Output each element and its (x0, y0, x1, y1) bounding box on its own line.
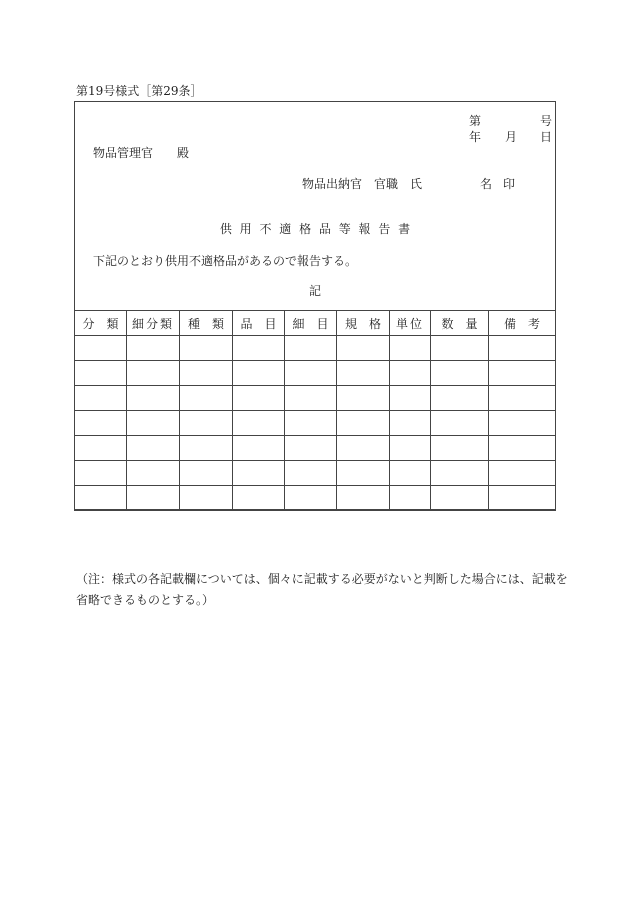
form-label: 第19号様式［第29条］ (76, 84, 203, 98)
table-cell (337, 461, 390, 486)
table-cell (489, 361, 556, 386)
table-cell (431, 411, 489, 436)
number-prefix: 第 (469, 114, 482, 128)
table-cell (180, 361, 233, 386)
table-row (75, 411, 556, 436)
table-row (75, 361, 556, 386)
table-cell (233, 411, 285, 436)
table-cell (233, 486, 285, 511)
sender-name-suffix: 名 (480, 177, 493, 191)
table-cell (127, 361, 180, 386)
table-cell (337, 361, 390, 386)
table-cell (390, 411, 431, 436)
column-header-remarks: 備 考 (489, 311, 556, 336)
table-cell (489, 436, 556, 461)
table-cell (127, 486, 180, 511)
table-cell (127, 386, 180, 411)
column-header-quantity: 数 量 (431, 311, 489, 336)
table-cell (390, 486, 431, 511)
table-cell (337, 411, 390, 436)
table-cell (431, 486, 489, 511)
column-header-item: 品 目 (233, 311, 285, 336)
table-cell (431, 436, 489, 461)
table-cell (431, 461, 489, 486)
table-cell (75, 486, 127, 511)
items-table (74, 310, 556, 511)
table-cell (285, 361, 337, 386)
table-cell (75, 336, 127, 361)
table-cell (489, 386, 556, 411)
table-cell (285, 411, 337, 436)
column-header-unit: 単位 (390, 311, 431, 336)
table-cell (390, 461, 431, 486)
table-cell (75, 411, 127, 436)
column-header-type: 種 類 (180, 311, 233, 336)
document-title: 供 用 不 適 格 品 等 報 告 書 (219, 222, 411, 236)
column-header-category: 分 類 (75, 311, 127, 336)
table-cell (431, 361, 489, 386)
table-cell (180, 436, 233, 461)
table-row (75, 336, 556, 361)
column-header-subcategory: 細分類 (127, 311, 180, 336)
table-cell (233, 336, 285, 361)
column-header-spec: 規 格 (337, 311, 390, 336)
note-line-1: （注：様式の各記載欄については、個々に記載する必要がないと判断した場合には、記載を (76, 572, 568, 586)
table-cell (127, 436, 180, 461)
table-cell (489, 336, 556, 361)
table-cell (233, 461, 285, 486)
table-cell (337, 386, 390, 411)
addressee: 物品管理官 殿 (93, 146, 190, 160)
table-cell (127, 411, 180, 436)
table-cell (127, 336, 180, 361)
table-cell (233, 436, 285, 461)
table-cell (285, 386, 337, 411)
table-cell (489, 486, 556, 511)
seal-label: 印 (503, 177, 516, 191)
table-header-row (75, 311, 556, 336)
column-header-detail: 細 目 (285, 311, 337, 336)
body-text: 下記のとおり供用不適格品があるので報告する。 (93, 254, 358, 268)
ki-label: 記 (308, 284, 321, 298)
table-row (75, 436, 556, 461)
note-line-2: 省略できるものとする。） (76, 593, 215, 607)
table-cell (431, 386, 489, 411)
table-row (75, 486, 556, 511)
table-cell (285, 461, 337, 486)
table-cell (337, 336, 390, 361)
table-row (75, 461, 556, 486)
table-cell (75, 461, 127, 486)
table-cell (180, 411, 233, 436)
table-cell (75, 386, 127, 411)
table-cell (180, 486, 233, 511)
table-cell (285, 436, 337, 461)
date-year: 年 (469, 130, 482, 144)
table-cell (180, 461, 233, 486)
date-day: 日 (540, 130, 553, 144)
table-cell (127, 461, 180, 486)
table-cell (75, 361, 127, 386)
table-cell (390, 386, 431, 411)
table-cell (337, 436, 390, 461)
table-cell (390, 336, 431, 361)
table-row (75, 386, 556, 411)
table-cell (75, 436, 127, 461)
table-cell (337, 486, 390, 511)
table-cell (431, 336, 489, 361)
table-cell (233, 361, 285, 386)
table-cell (489, 411, 556, 436)
table-cell (489, 461, 556, 486)
table-cell (285, 336, 337, 361)
table-cell (180, 336, 233, 361)
table-cell (390, 361, 431, 386)
sender-title: 物品出納官 官職 氏 (302, 177, 423, 191)
table-cell (285, 486, 337, 511)
table-cell (233, 386, 285, 411)
number-suffix: 号 (540, 114, 553, 128)
date-month: 月 (505, 130, 518, 144)
table-cell (180, 386, 233, 411)
table-cell (390, 436, 431, 461)
